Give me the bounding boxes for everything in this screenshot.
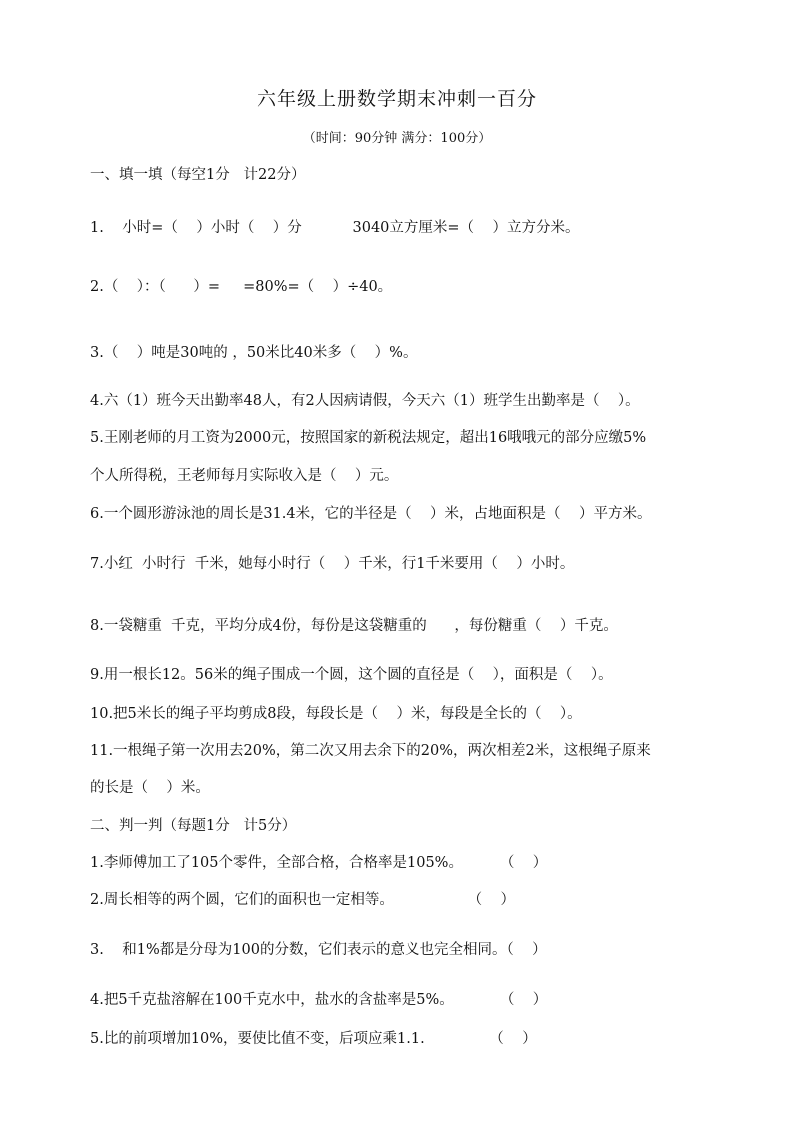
exam-info: （时间：90分钟 满分：100分） (302, 131, 492, 146)
question-1-3: 3.（ ）吨是30吨的 ，50米比40米多（ ）%。 (90, 345, 418, 361)
question-2-5: 5.比的前项增加10%，要使比值不变，后项应乘1.1. （ ） (90, 1031, 537, 1047)
question-1-8: 8.一袋糖重 千克，平均分成4份，每份是这袋糖重的 ，每份糖重（ ）千克。 (90, 618, 618, 634)
question-1-11-cont: 的长是（ ）米。 (90, 780, 210, 796)
question-1-6: 6.一个圆形游泳池的周长是31.4米，它的半径是（ ）米，占地面积是（ ）平方米。 (90, 506, 652, 522)
question-1-9: 9.用一根长12。56米的绳子围成一个圆，这个圆的直径是（ ），面积是（ ）。 (90, 667, 613, 683)
question-1-1: 1. 小时=（ ）小时（ ）分 3040立方厘米=（ ）立方分米。 (90, 220, 580, 236)
question-1-11: 11.一根绳子第一次用去20%，第二次又用去余下的20%，两次相差2米，这根绳子原来 (90, 743, 651, 759)
page-title: 六年级上册数学期末冲刺一百分 (256, 88, 537, 110)
question-2-3: 3. 和1%都是分母为100的分数，它们表示的意义也完全相同。（ ） (90, 942, 547, 958)
question-1-7: 7.小红 小时行 千米，她每小时行（ ）千米，行1千米要用（ ）小时。 (90, 556, 575, 572)
section-heading-fill-in: 一、填一填（每空1分 计22分） (90, 167, 306, 183)
question-2-2: 2.周长相等的两个圆，它们的面积也一定相等。 （ ） (90, 892, 516, 908)
question-1-2: 2.（ ）：（ ）= =80%=（ ）÷40。 (90, 279, 393, 295)
question-1-10: 10.把5米长的绳子平均剪成8段，每段长是（ ）米，每段是全长的（ ）。 (90, 706, 582, 722)
question-1-5-cont: 个人所得税，王老师每月实际收入是（ ）元。 (90, 468, 399, 484)
question-1-5: 5.王刚老师的月工资为2000元，按照国家的新税法规定，超出16哦哦元的部分应缴5% (90, 430, 647, 446)
question-2-1: 1.李师傅加工了105个零件，全部合格，合格率是105%。 （ ） (90, 855, 548, 871)
section-heading-true-false: 二、判一判（每题1分 计5分） (90, 818, 297, 834)
question-1-4: 4.六（1）班今天出勤率48人，有2人因病请假，今天六（1）班学生出勤率是（ ）。 (90, 393, 640, 409)
question-2-4: 4.把5千克盐溶解在100千克水中，盐水的含盐率是5%。 （ ） (90, 992, 548, 1008)
